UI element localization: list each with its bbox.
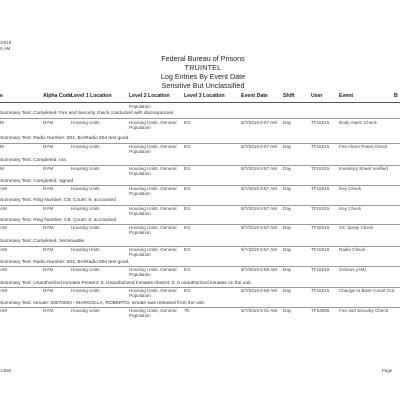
column-header-level3-location: Level 3 Location [184,93,225,99]
cell-shift: Day [283,186,292,191]
column-header-alpha-code: Alpha Code [43,93,72,99]
print-time: 5 AM [0,46,11,51]
cell-alpha-code: NYM [43,206,54,211]
summary-text: Summary Text: Radio Number: 604, BA/Radio 604 test good. [0,136,130,141]
cell-level1-location: Housing Units [71,267,100,272]
cell-time-suffix: M [0,120,4,125]
summary-text: Summary Text: Ring Number: C8, Count: 9, accounted [0,198,116,203]
summary-text: Summary Text: Inmate: 00070004 - MARGOLLA, ROBERTO, inmate was released from the unit. [0,301,206,306]
cell-user: TF53085 [311,308,330,313]
cell-alpha-code: NYM [43,166,54,171]
cell-level2-location: Housing Units, General Population [129,120,177,130]
header-rule [0,102,400,103]
cell-alpha-code: NYM [43,288,54,293]
cell-event-date: 8/7/2019 6:57 AM [241,120,278,125]
column-header-event-date: Event Date [241,93,268,99]
cell-level3-location: ES [184,120,191,125]
cell-level1-location: Housing Units [71,288,100,293]
cell-level1-location: Housing Units [71,247,100,252]
classification-label: Sensitive But Unclassified [161,81,245,90]
cell-time-suffix: AM [0,206,7,211]
cell-user: TF15015 [311,186,330,191]
cell-level2-location: Housing Units, General Population [129,144,177,154]
cell-alpha-code: NYM [43,144,54,149]
cell-level2-location: Housing Units, General Population [129,166,177,176]
cell-alpha-code: NYM [43,225,54,230]
cell-event-date: 8/7/2019 8:01 AM [241,308,278,313]
cell-event-date: 8/7/2019 6:58 AM [241,288,278,293]
summary-text: Summary Text: Completed. Serviceable. [0,239,86,244]
summary-text: Summary Text: Completed. n/a [0,158,66,163]
cell-shift: Day [283,120,292,125]
cell-event-date: 8/7/2019 6:57 AM [241,247,278,252]
column-header-e: e [0,93,3,99]
cell-level3-location: ES [184,166,191,171]
cell-event-date: 8/7/2019 6:57 AM [241,225,278,230]
agency-name: Federal Bureau of Prisons [161,54,245,63]
report-title: Log Entries By Event Date [160,72,246,81]
cell-time-suffix: M [0,166,4,171]
cell-alpha-code: NYM [43,186,54,191]
row-divider [0,118,400,119]
cell-time-suffix: AM [0,288,7,293]
cell-level2-location: Housing Units, General Population [129,225,177,235]
cell-user: TF15015 [311,288,330,293]
cell-user: TF15015 [311,247,330,252]
column-header-level2-location: Level 2 Location [129,93,170,99]
cell-event: Radio Check [339,247,366,252]
cell-time-suffix: AM [0,186,7,191]
table-row [0,120,400,134]
cell-user: TF15015 [311,267,330,272]
column-header-user: User [311,93,323,99]
column-header-row [0,92,400,102]
cell-user: TF15015 [311,225,330,230]
print-date: /2019 [0,40,12,45]
cell-level2-location: Housing Units, General Population [129,247,177,257]
cell-level3-location: ES [184,225,191,230]
cell-shift: Day [283,206,292,211]
column-header-level1-location: Level 1 Location [71,93,112,99]
cell-time-suffix: M [0,144,4,149]
cell-level2-location: Housing Units, General Population [129,308,177,318]
report-header [118,54,288,90]
cell-level2-location: Housing Units, General Population [129,267,177,277]
column-header-shift: Shift [283,93,295,99]
cell-user: TF15015 [311,206,330,211]
cell-level3-location: ES [184,247,191,252]
cell-level3-location: 7K [184,308,190,313]
cell-time-suffix: AM [0,225,7,230]
cell-event: Body Alarm Check [339,120,377,125]
cell-time-suffix: AM [0,308,7,313]
cell-level1-location: Housing Units [71,120,100,125]
summary-text: Summary Text: Ring Number: C9, Count: 3, accounted [0,218,116,223]
column-header-b: B [394,93,398,99]
cell-level1-location: Housing Units [71,166,100,171]
cell-event-date: 8/7/2019 6:57 AM [241,166,278,171]
cell-event-date: 8/7/2019 6:57 AM [241,144,278,149]
cell-shift: Day [283,225,292,230]
cell-event: Change to Base Count Out [339,288,395,293]
cell-shift: Day [283,247,292,252]
cell-level3-location: ES [184,288,191,293]
cell-level2-location: Housing Units, General Population [129,288,177,298]
cell-level1-location: Housing Units [71,206,100,211]
cell-alpha-code: NYM [43,308,54,313]
cell-event: Fire Alarm Panel Check [339,144,388,149]
table-row [0,288,400,302]
page-label: Page [382,368,393,373]
cell-level3-location: ES [184,206,191,211]
cell-event: Census (AM) [339,267,366,272]
cell-user: TF15015 [311,144,330,149]
cell-time-suffix: AM [0,247,7,252]
cell-alpha-code: NYM [43,120,54,125]
page-counter: 14/68 [0,368,11,373]
cell-level3-location: ES [184,267,191,272]
cell-event: OC Spray Check [339,225,374,230]
cell-event: Key Check [339,206,362,211]
cell-shift: Day [283,166,292,171]
cell-shift: Day [283,308,292,313]
cell-shift: Day [283,144,292,149]
table-row [0,267,400,281]
cell-event: Fire and Security Check [339,308,389,313]
column-header-event: Event [339,93,354,99]
carry-over-text: Population [129,104,151,109]
cell-event: Key Check [339,186,362,191]
summary-text: Summary Text: Unauthorized Inmates Present: 0, Unauthorized Inmates Absent: 0, 0 unauthorized inmates on the unit. [0,281,252,286]
cell-alpha-code: NYM [43,247,54,252]
system-name: TRUINTEL [184,63,222,72]
cell-time-suffix: AM [0,267,7,272]
table-row [0,166,400,180]
summary-text: Summary Text: Radio Number: 604, BA/Radio 604 test good. [0,260,130,265]
cell-shift: Day [283,267,292,272]
cell-shift: Day [283,288,292,293]
cell-level3-location: ES [184,144,191,149]
cell-user: TF15015 [311,120,330,125]
cell-level1-location: Housing Units [71,144,100,149]
cell-event-date: 8/7/2019 6:57 AM [241,186,278,191]
table-row [0,247,400,261]
cell-level1-location: Housing Units [71,225,100,230]
cell-event: Inventory Sheet Verified [339,166,388,171]
cell-level2-location: Housing Units, General Population [129,206,177,216]
summary-text: Summary Text: Completed. signed [0,179,74,184]
table-row [0,225,400,239]
cell-alpha-code: NYM [43,267,54,272]
table-row [0,144,400,158]
cell-level1-location: Housing Units [71,308,100,313]
cell-event-date: 8/7/2019 6:58 AM [241,267,278,272]
table-row [0,308,400,322]
cell-level1-location: Housing Units [71,186,100,191]
cell-level3-location: ES [184,186,191,191]
cell-level2-location: Housing Units, General Population [129,186,177,196]
cell-user: TF15015 [311,166,330,171]
summary-text: Summary Text: Completed. Fire and Security check conducted with discrepancies. [0,111,175,116]
cell-event-date: 8/7/2019 6:57 AM [241,206,278,211]
